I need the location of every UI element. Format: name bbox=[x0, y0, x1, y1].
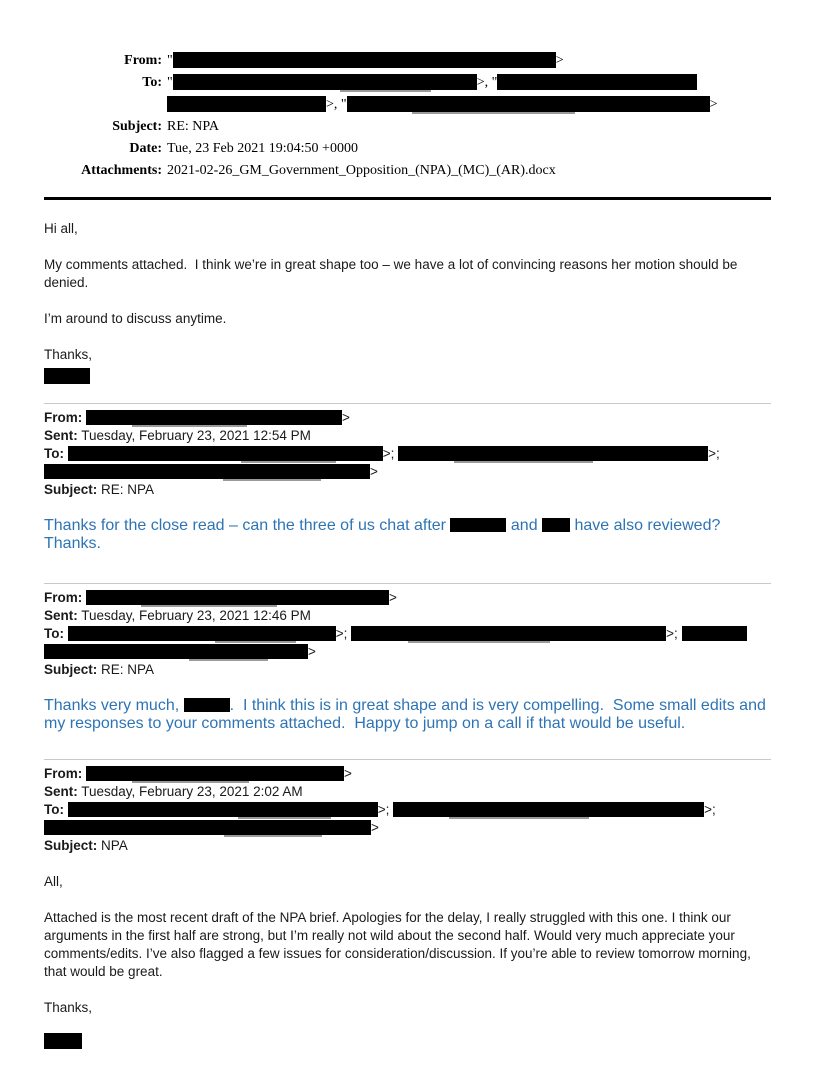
redaction-bar bbox=[86, 410, 342, 425]
message-separator bbox=[44, 403, 771, 404]
redaction-bar bbox=[68, 446, 383, 461]
from-label: From: bbox=[44, 766, 83, 781]
message2-header: From: > Sent: Tuesday, February 23, 2021 12:54 PM To: >; >; > Subject: RE: NPA bbox=[44, 410, 720, 497]
attachments-label: Attachments: bbox=[81, 163, 162, 178]
sent-label: Sent: bbox=[44, 608, 78, 623]
redaction-bar bbox=[393, 802, 704, 817]
to-value: " >, " >, " > bbox=[167, 75, 718, 112]
sent-value: Tuesday, February 23, 2021 12:46 PM bbox=[81, 608, 311, 623]
redaction-bar bbox=[173, 74, 477, 90]
redaction-bar bbox=[68, 802, 378, 817]
attachment-filename: 2021-02-26_GM_Government_Opposition_(NPA)_(MC)_(AR).docx bbox=[167, 163, 556, 178]
sent-value: Tuesday, February 23, 2021 12:54 PM bbox=[81, 428, 311, 443]
redaction-bar bbox=[167, 96, 326, 112]
message1-body bbox=[44, 220, 771, 384]
subject-value: RE: NPA bbox=[167, 119, 220, 134]
from-label: From: bbox=[44, 590, 83, 605]
closing: Thanks, bbox=[44, 1000, 93, 1015]
paragraph: Attached is the most recent draft of the NPA brief. Apologies for the delay, I really struggled with this one. I think our arguments in the first half are strong, but I’m really not wild about the second half. Would very much appreciate your comments/edits. I’ve also flagged a few issues for consideration/discussion. If you’re able to review tomorrow morning, that would be great. bbox=[44, 910, 755, 979]
subject-label: Subject: bbox=[112, 119, 162, 134]
message-separator bbox=[44, 583, 771, 584]
redaction-bar-signature bbox=[44, 368, 90, 384]
redaction-bar bbox=[173, 52, 556, 68]
email-header bbox=[44, 50, 771, 182]
subject-value: NPA bbox=[101, 838, 128, 853]
to-label: To: bbox=[44, 802, 64, 817]
header-date-row bbox=[44, 138, 771, 160]
redaction-bar bbox=[44, 464, 370, 479]
to-label: To: bbox=[44, 626, 64, 641]
redaction-bar bbox=[347, 96, 710, 112]
paragraph: I’m around to discuss anytime. bbox=[44, 311, 227, 326]
message3-header: From: > Sent: Tuesday, February 23, 2021 12:46 PM To: >; >; > Subject: RE: NPA bbox=[44, 589, 771, 679]
redaction-bar bbox=[86, 590, 389, 605]
from-value: " > bbox=[167, 53, 564, 68]
message-separator bbox=[44, 759, 771, 760]
header-from-row bbox=[44, 50, 771, 72]
redaction-bar bbox=[542, 518, 570, 532]
date-label: Date: bbox=[129, 141, 162, 156]
redaction-bar bbox=[44, 644, 308, 659]
subject-label: Subject: bbox=[44, 838, 98, 853]
from-label: From: bbox=[124, 53, 162, 68]
redaction-bar bbox=[497, 74, 697, 90]
from-label: From: bbox=[44, 410, 83, 425]
redaction-bar bbox=[351, 626, 666, 641]
message3-body: Thanks very much, . I think this is in great shape and is very compelling. Some small edits and my responses to your comments attached. Happy to jump on a call if that would be useful. bbox=[44, 697, 771, 732]
to-label: To: bbox=[142, 75, 162, 90]
paragraph: My comments attached. I think we’re in great shape too – we have a lot of convincing reasons her motion should be denied. bbox=[44, 257, 742, 290]
redaction-bar bbox=[68, 626, 336, 641]
sent-label: Sent: bbox=[44, 784, 78, 799]
message4-body bbox=[44, 873, 771, 1049]
subject-label: Subject: bbox=[44, 482, 98, 497]
to-label: To: bbox=[44, 446, 64, 461]
subject-label: Subject: bbox=[44, 662, 98, 677]
greeting: All, bbox=[44, 874, 63, 889]
message2-body: Thanks for the close read – can the three of us chat after and have also reviewed? Thanks. bbox=[44, 517, 725, 552]
redaction-bar bbox=[682, 626, 747, 641]
redaction-bar bbox=[450, 518, 506, 532]
sent-value: Tuesday, February 23, 2021 2:02 AM bbox=[81, 784, 303, 799]
redaction-bar-signature bbox=[44, 1033, 82, 1049]
redaction-bar bbox=[398, 446, 708, 461]
header-to-row bbox=[44, 72, 771, 116]
sent-label: Sent: bbox=[44, 428, 78, 443]
redaction-bar bbox=[86, 766, 344, 781]
closing: Thanks, bbox=[44, 347, 93, 362]
header-subject-row bbox=[44, 116, 771, 138]
date-value: Tue, 23 Feb 2021 19:04:50 +0000 bbox=[167, 141, 358, 156]
subject-value: RE: NPA bbox=[101, 662, 155, 677]
greeting: Hi all, bbox=[44, 221, 78, 236]
redaction-bar bbox=[184, 698, 230, 712]
header-attachments-row bbox=[44, 160, 771, 182]
header-divider-rule bbox=[44, 197, 771, 200]
message4-header: From: > Sent: Tuesday, February 23, 2021 2:02 AM To: >; >; > Subject: NPA bbox=[44, 766, 716, 853]
redaction-bar bbox=[44, 820, 371, 835]
subject-value: RE: NPA bbox=[101, 482, 155, 497]
